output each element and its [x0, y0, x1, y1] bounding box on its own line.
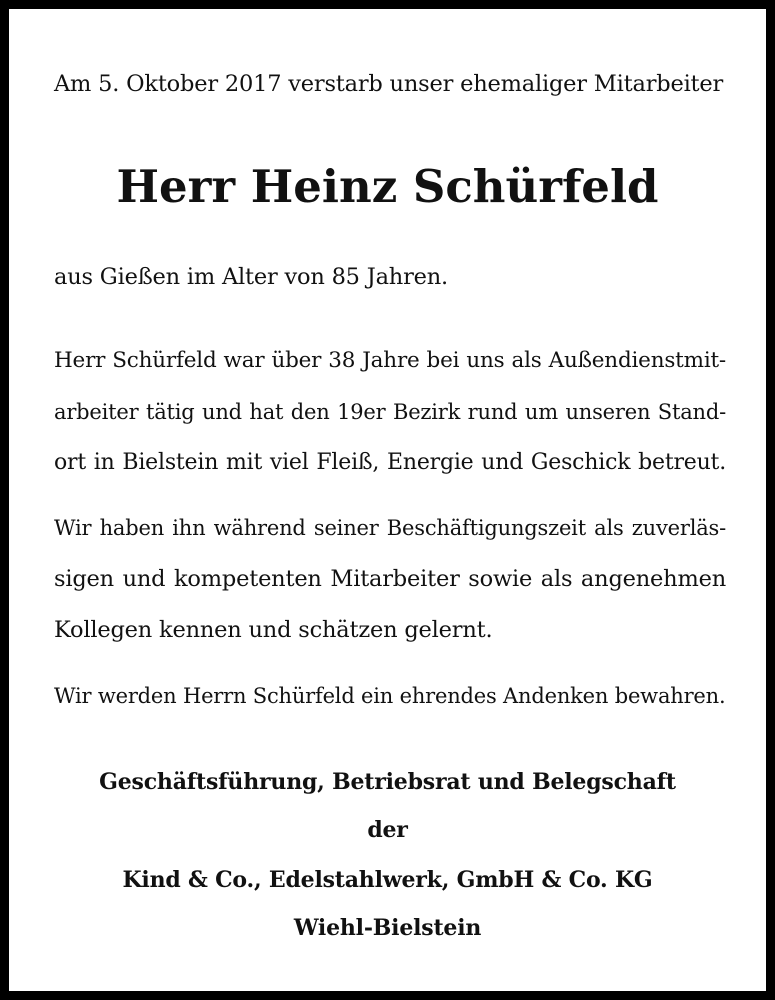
signature-company: Kind & Co., Edelstahlwerk, GmbH & Co. KG: [122, 867, 653, 893]
intro-text: Am 5. Oktober 2017 verstarb unser ehemaliger Mitarbeiter: [54, 71, 724, 97]
signature-line2: der: [367, 817, 408, 843]
closing-text: Wir werden Herrn Schürfeld ein ehrendes Andenken bewahren.: [54, 684, 726, 708]
signature-line1: Geschäftsführung, Betriebsrat und Belegschaft: [99, 769, 676, 795]
paragraph2-line2: sigen und kompetenten Mitarbeiter sowie als angenehmen: [54, 566, 726, 592]
paragraph1-line3: ort in Bielstein mit viel Fleiß, Energie und Geschick betreut.: [54, 450, 726, 475]
paragraph2-line1: Wir haben ihn während seiner Beschäftigungszeit als zuverläs-: [54, 516, 726, 540]
paragraph1-line2: arbeiter tätig und hat den 19er Bezirk rund um unseren Stand-: [54, 400, 726, 424]
signature-location: Wiehl-Bielstein: [293, 915, 482, 941]
paragraph2-line3: Kollegen kennen und schätzen gelernt.: [54, 617, 493, 643]
deceased-name: Herr Heinz Schürfeld: [116, 160, 659, 213]
origin-text: aus Gießen im Alter von 85 Jahren.: [54, 264, 448, 290]
paragraph1-line1: Herr Schürfeld war über 38 Jahre bei uns als Außendienstmit-: [54, 348, 726, 373]
